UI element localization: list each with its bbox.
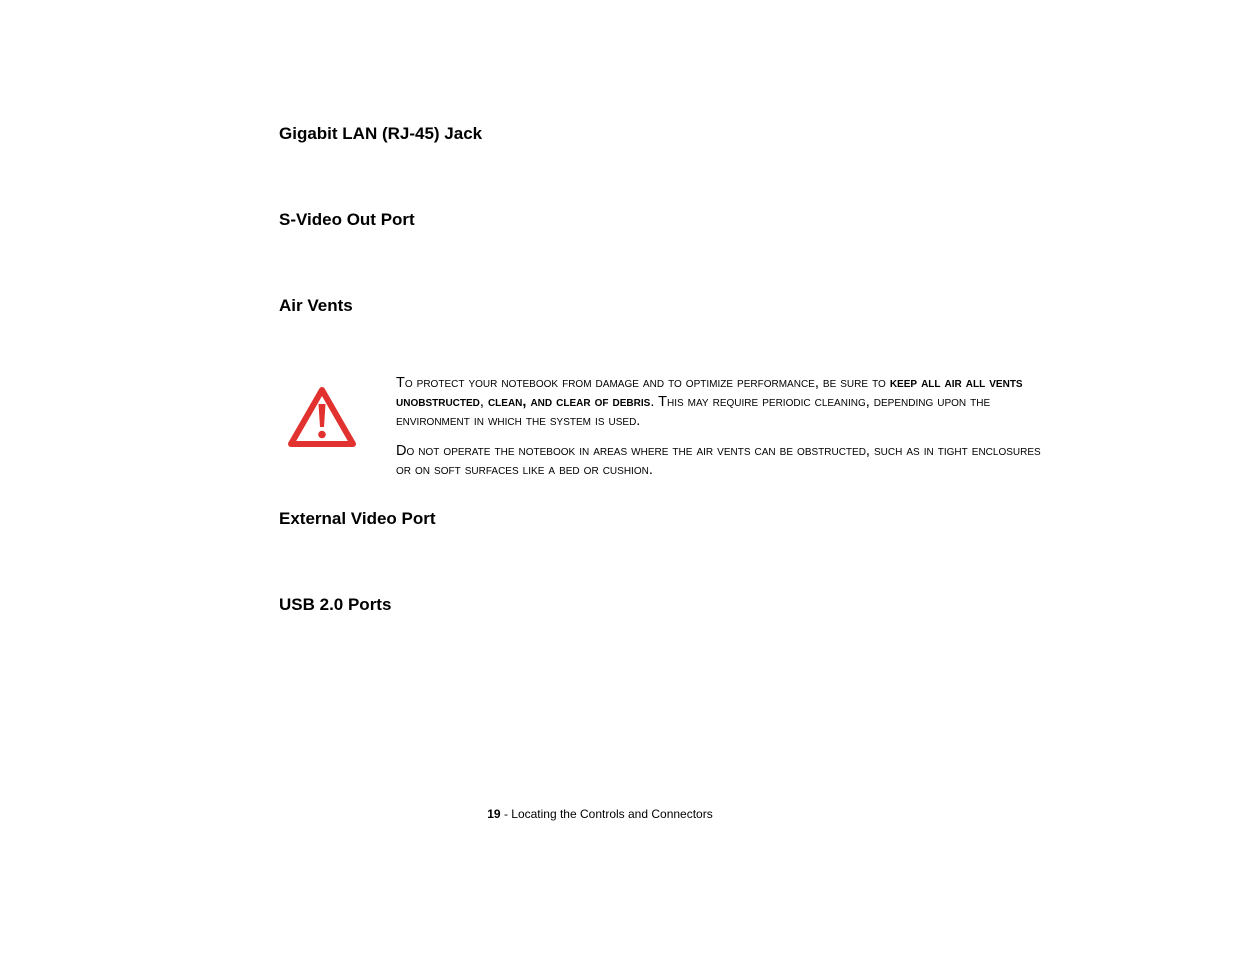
caution-emphasis: clean, and clear of debris <box>487 394 651 410</box>
warning-triangle-icon <box>287 386 357 448</box>
heading-usb-ports: USB 2.0 Ports <box>279 595 392 614</box>
heading-external-video-port: External Video Port <box>279 509 436 528</box>
caution-emphasis: keep all air all vents unobstructed <box>396 375 1023 410</box>
heading-air-vents: Air Vents <box>279 296 353 315</box>
caution-paragraph-2: Do not operate the notebook in areas where the air vents can be obstructed, such as in tight enclosures or on soft surfaces like a bed or cushion. <box>396 443 1041 478</box>
caution-paragraph-1 <box>396 374 1058 431</box>
caution-message <box>396 374 1058 491</box>
heading-gigabit-lan-jack: Gigabit LAN (RJ-45) Jack <box>279 124 483 143</box>
caution-text-segment: . This may require periodic cleaning, depending upon the environment in which the system is used. <box>396 394 991 429</box>
page-number: 19 <box>487 807 501 821</box>
page-footer <box>0 806 1200 822</box>
footer-title: - Locating the Controls and Connectors <box>500 807 713 821</box>
caution-text-segment: To protect your notebook from damage and to optimize performance, be sure to <box>396 375 890 391</box>
caution-text-segment: , <box>479 394 488 410</box>
heading-svideo-out-port: S-Video Out Port <box>279 210 415 229</box>
